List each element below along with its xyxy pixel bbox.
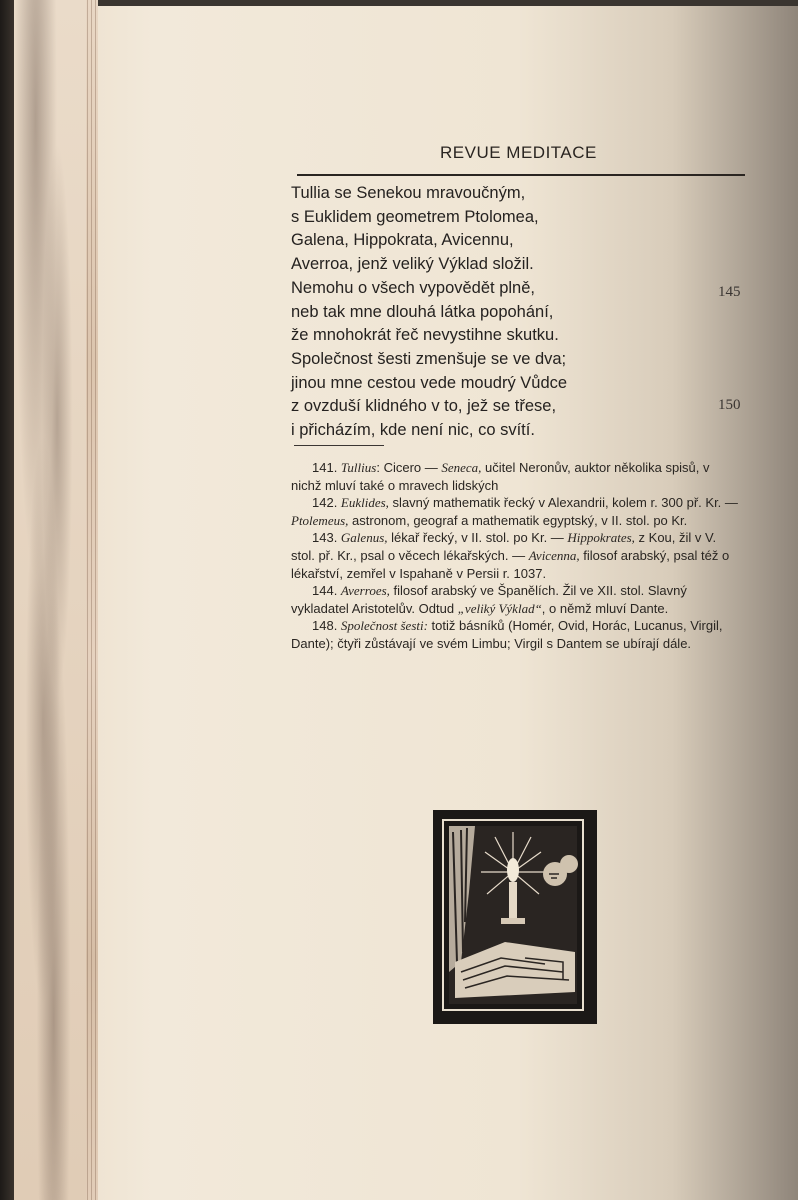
line-number: 145 — [718, 284, 741, 300]
verse-line: Galena, Hippokrata, Avicennu, — [291, 231, 514, 250]
footnote — [291, 459, 743, 494]
footnote — [291, 582, 743, 617]
verse-line: Averroa, jenž veliký Výklad složil. — [291, 255, 534, 274]
footnote-text — [291, 582, 743, 617]
footnote-text — [291, 494, 743, 529]
footnote-segment: astronom, geograf a mathematik egyptský, v II. stol. po Kr. — [348, 512, 688, 528]
footnote-separator — [294, 445, 384, 446]
verse-line: Nemohu o všech vypovědět plně, — [291, 278, 535, 297]
candle-woodcut-icon — [435, 812, 591, 1018]
verse-line: i přicházím, kde není nic, co svítí. — [291, 421, 535, 440]
footnote-number: 141. — [312, 460, 341, 475]
footnote-segment: totiž básníků (Homér, Ovid, Horác, Lucanus, Virgil, Dante); čtyři zůstávají ve svém Limbu; Virgil s Dantem se ubírají dále. — [291, 618, 723, 651]
footnote-segment: z Kou, žil v V. stol. př. Kr., psal o věcech lékařských. — — [291, 530, 717, 563]
footnote-text — [291, 459, 743, 494]
footnote-segment: , o němž mluví Dante. — [541, 600, 669, 616]
page-top-shadow — [98, 0, 798, 6]
footnote-text — [291, 529, 743, 582]
footnote-term: Averroes, — [340, 583, 390, 599]
footnote-term: Euklides, — [340, 495, 389, 511]
footnote-term: Galenus, — [340, 530, 388, 546]
footnote-number: 143. — [312, 530, 341, 546]
verse-line: z ovzduší klidného v to, jež se třese, — [291, 397, 557, 416]
verse-line: s Euklidem geometrem Ptolomea, — [291, 207, 539, 226]
footnote-number: 142. — [312, 495, 341, 511]
marbled-endpaper — [14, 0, 86, 1200]
verse-line: že mnohokrát řeč nevystihne skutku. — [291, 326, 559, 345]
line-number: 150 — [718, 397, 741, 413]
footnote-term: „veliký Výklad“ — [457, 600, 542, 616]
footnote — [291, 617, 743, 652]
footnote-segment: učitel Neronův, auktor několika spisů, v nichž mluví také o mravech lidských — [291, 460, 710, 493]
footnote-segment: slavný mathematik řecký v Alexandrii, kolem r. 300 př. Kr. — — [388, 495, 738, 511]
footnote-number: 144. — [312, 583, 341, 599]
header-rule — [297, 174, 745, 176]
verse-line: jinou mne cestou vede moudrý Vůdce — [291, 373, 568, 392]
footnote-segment: filosof arabský ve Španělích. Žil ve XII. stol. Slavný vykladatel Aristotelův. Odtud — [291, 583, 687, 616]
footnote-text — [291, 617, 743, 652]
footnote-term: Tullius — [340, 460, 377, 475]
footnotes — [291, 459, 743, 653]
footnote-segment: filosof arabský, psal též o lékařství, zemřel v Ispahaně v Persii r. 1037. — [291, 547, 730, 581]
verse-block — [291, 182, 731, 443]
footnote-segment: : Cicero — — [376, 460, 442, 475]
footnote-term: Společnost šesti: — [340, 618, 428, 634]
footnote-term: Seneca, — [441, 460, 482, 475]
footnote-segment: lékař řecký, v II. stol. po Kr. — — [387, 530, 568, 546]
verse-line: neb tak mne dlouhá látka popohání, — [291, 302, 554, 321]
verse-line: Společnost šesti zmenšuje se ve dva; — [291, 349, 567, 368]
verse-line: Tullia se Senekou mravoučným, — [291, 184, 526, 202]
footnote-term: Hippokrates, — [567, 530, 635, 546]
footnote-term: Avicenna, — [528, 547, 580, 563]
woodcut-illustration — [433, 810, 597, 1024]
running-header: REVUE MEDITACE — [440, 143, 597, 162]
footnote-number: 148. — [312, 618, 341, 634]
footnote — [291, 529, 743, 582]
footnote — [291, 494, 743, 529]
footnote-term: Ptolemeus, — [291, 512, 349, 528]
book-cover-edge — [0, 0, 14, 1200]
